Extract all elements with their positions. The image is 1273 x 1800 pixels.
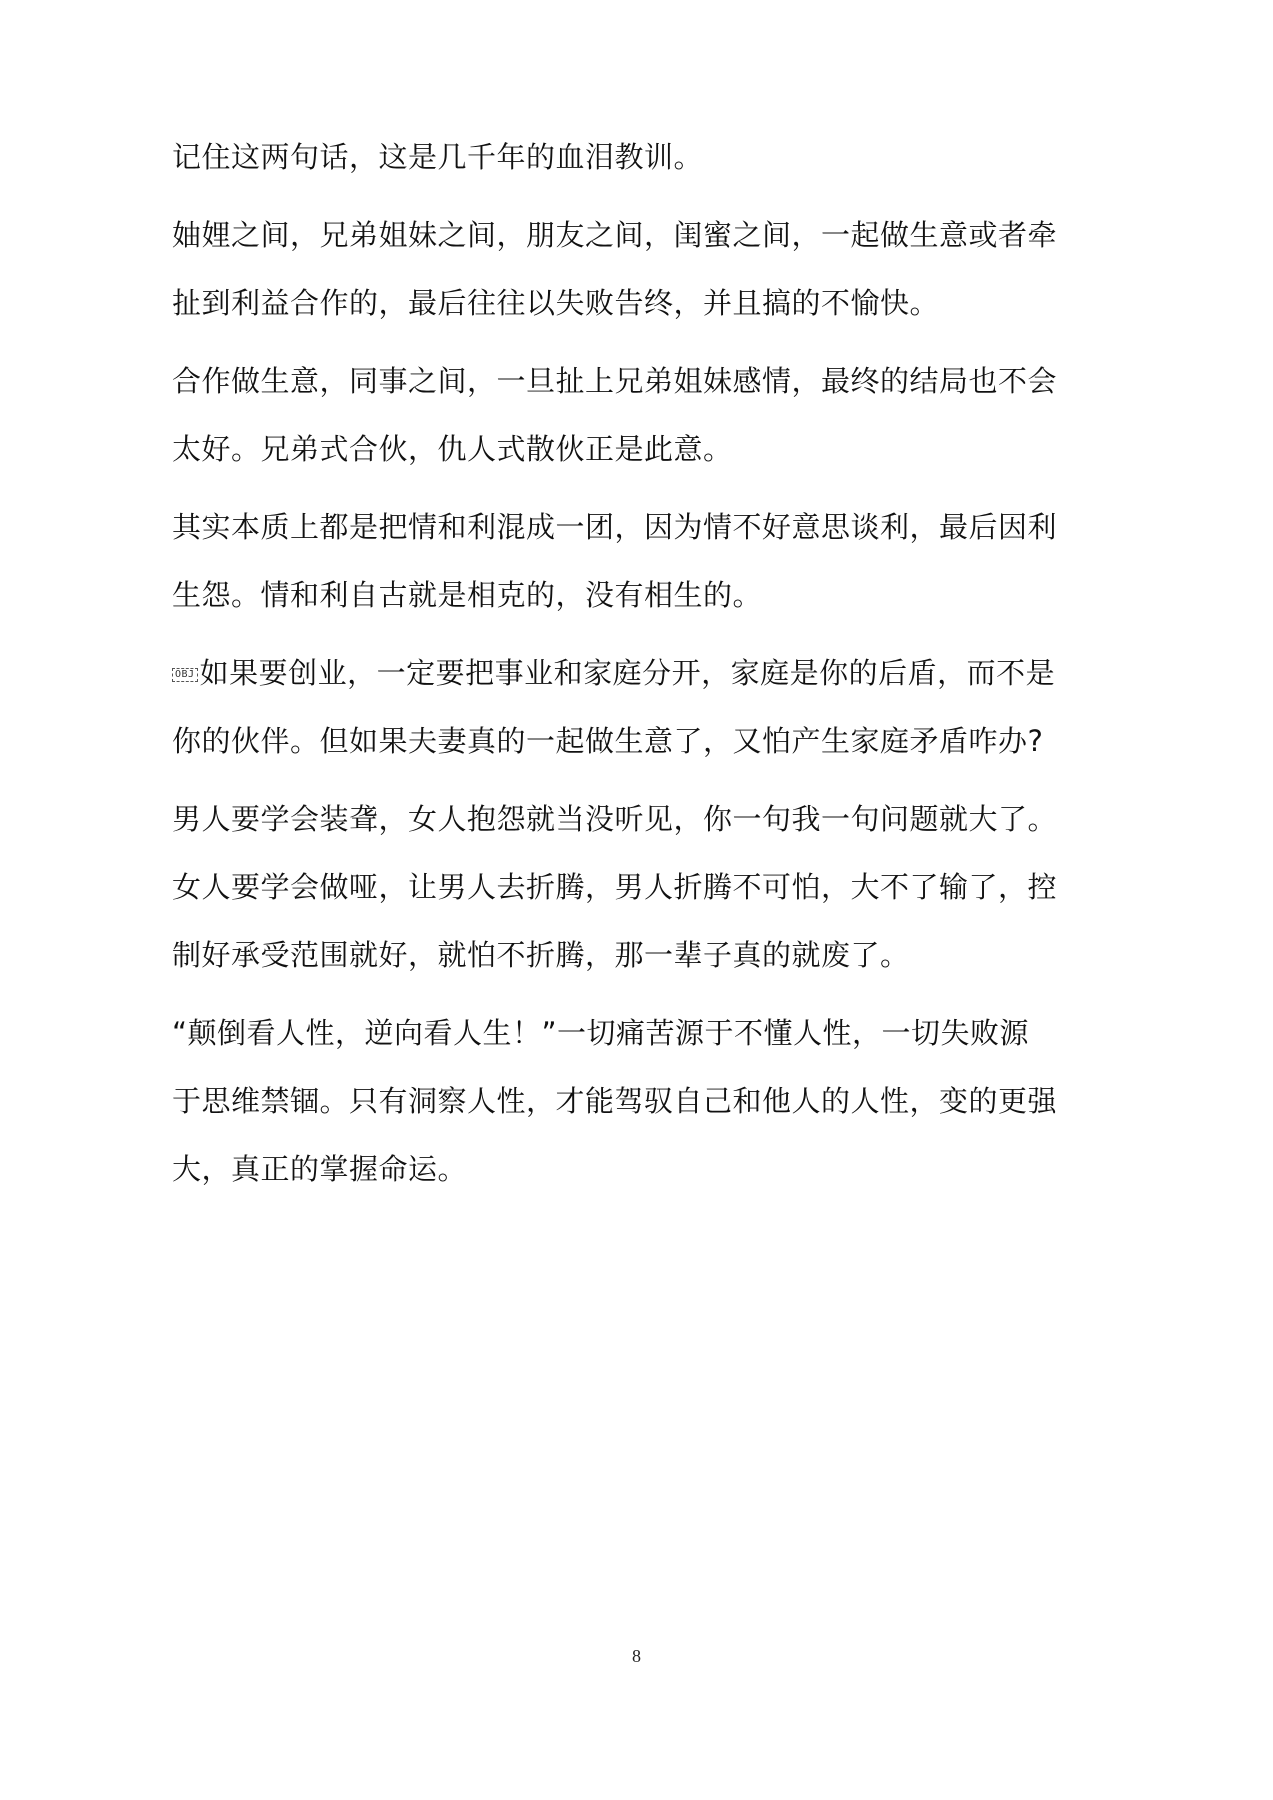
paragraph	[172, 364, 1072, 466]
text-line: 于思维禁锢。只有洞察人性，才能驾驭自己和他人的人性，变的更强	[172, 1084, 1058, 1118]
paragraph	[172, 510, 1072, 612]
text-line: 生怨。情和利自古就是相克的，没有相生的。	[172, 578, 763, 612]
paragraph	[172, 802, 1072, 972]
text-line	[172, 656, 1072, 690]
document-body	[172, 140, 1072, 1230]
paragraph	[172, 656, 1072, 758]
text-line: 男人要学会装聋，女人抱怨就当没听见，你一句我一句问题就大了。	[172, 802, 1058, 836]
text-line: 扯到利益合作的，最后往往以失败告终，并且搞的不愉快。	[172, 286, 940, 320]
text-line: 女人要学会做哑，让男人去折腾，男人折腾不可怕，大不了输了，控	[172, 870, 1058, 904]
page-number: 8	[632, 1646, 641, 1666]
text-line: 记住这两句话，这是几千年的血泪教训。	[172, 140, 704, 174]
text-line: 制好承受范围就好，就怕不折腾，那一辈子真的就废了。	[172, 938, 910, 972]
text-line: “颠倒看人性，逆向看人生！”一切痛苦源于不懂人性，一切失败源	[172, 1016, 1030, 1050]
text-line-content: 如果要创业，一定要把事业和家庭分开，家庭是你的后盾，而不是	[199, 656, 1056, 690]
paragraph	[172, 1016, 1072, 1186]
text-line: 其实本质上都是把情和利混成一团，因为情不好意思谈利，最后因利	[172, 510, 1058, 544]
text-line: 合作做生意，同事之间，一旦扯上兄弟姐妹感情，最终的结局也不会	[172, 364, 1058, 398]
text-line: 大，真正的掌握命运。	[172, 1152, 468, 1186]
object-replacement-marker: OBJ	[172, 668, 198, 682]
text-line: 太好。兄弟式合伙，仇人式散伙正是此意。	[172, 432, 733, 466]
paragraph	[172, 218, 1072, 320]
text-line: 妯娌之间，兄弟姐妹之间，朋友之间，闺蜜之间，一起做生意或者牵	[172, 218, 1058, 252]
text-line: 你的伙伴。但如果夫妻真的一起做生意了，又怕产生家庭矛盾咋办?	[172, 724, 1044, 758]
paragraph	[172, 140, 1072, 174]
